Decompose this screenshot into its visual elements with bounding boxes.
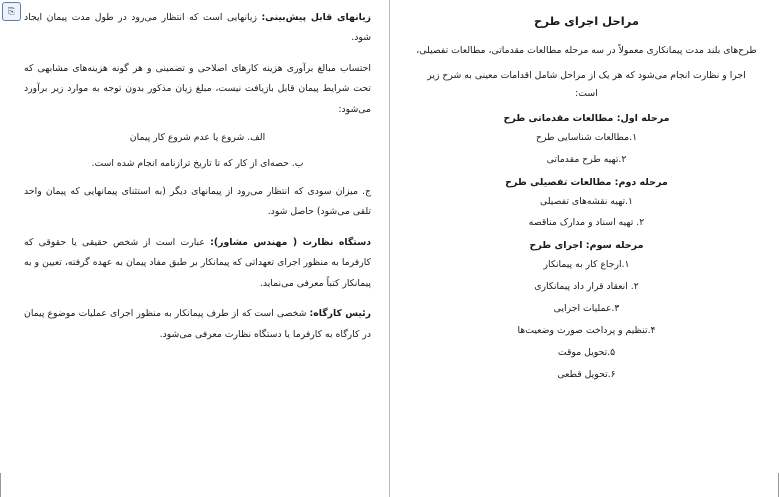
paragraph-cost-estimate: احتساب مبالغ برآوری هزینه کارهای اصلاحی و تضمینی و هر گونه هزینه‌های مشابهی که تحت شرایط پیمان قابل بازیافت نیست، مبلغ زیان مذکور بدون توجه به موارد زیر برآورد می‌شود: bbox=[24, 62, 371, 115]
section-phase-two bbox=[416, 177, 757, 232]
list-item: ۵.تحویل موقت bbox=[557, 346, 616, 358]
clause-item-be: ب. حصه‌ای از کار که تا تاریخ ترازنامه انجام شده است. bbox=[91, 158, 304, 170]
list-item: ۱.ارجاع کار به پیمانکار bbox=[543, 259, 630, 271]
term-text: عبارت است از شخص حقیقی یا حقوقی که کارفرما به منظور اجرای تعهداتی که پیمانکار بر طبق مفاد پیمان به عهده گرفته، تعیین و به پیمانکار کتباً معرفی می‌نماید. bbox=[24, 236, 371, 289]
list-item: ۶.تحویل قطعی bbox=[557, 368, 616, 380]
term-text: شخصی است که از طرف پیمانکار به منظور اجرای عملیات موضوع پیمان در کارگاه به کارفرما یا دستگاه نظارت معرفی می‌شود. bbox=[24, 308, 371, 340]
list-item: ۴.تنظیم و پرداخت صورت وضعیت‌ها bbox=[517, 324, 656, 336]
section-heading: مرحله دوم: مطالعات تفصیلی طرح bbox=[505, 176, 668, 188]
list-item: ۱.مطالعات شناسایی طرح bbox=[535, 131, 638, 143]
section-heading: مرحله سوم: اجرای طرح bbox=[529, 240, 644, 252]
term-text: زیانهایی است که انتظار می‌رود در طول مدت پیمان ایجاد شود. bbox=[24, 12, 371, 44]
clipboard-icon[interactable]: ⎘ bbox=[2, 2, 21, 21]
term-label: رئیس کارگاه: bbox=[309, 308, 371, 320]
page-right bbox=[390, 0, 779, 497]
section-heading: مرحله اول: مطالعات مقدماتی طرح bbox=[503, 112, 670, 124]
list-item: ۲. انعقاد قرار داد پیمانکاری bbox=[534, 281, 639, 293]
term-label: زیانهای قابل پیش‌بینی: bbox=[261, 12, 371, 23]
page-title: مراحل اجرای طرح bbox=[534, 14, 639, 28]
intro-line-1: طرح‌های بلند مدت پیمانکاری معمولاً در سه مرحله مطالعات مقدماتی، مطالعات تفصیلی، bbox=[416, 45, 757, 56]
list-item: ۳.عملیات اجرایی bbox=[553, 303, 620, 315]
section-phase-one bbox=[416, 113, 757, 168]
list-item: ۱.تهیه نقشه‌های تفصیلی bbox=[539, 195, 634, 207]
section-phase-three bbox=[416, 240, 757, 382]
paragraph-predictable-losses bbox=[24, 8, 371, 49]
list-item: ۲. تهیه اسناد و مدارک مناقصه bbox=[528, 217, 645, 229]
clause-item-alef: الف. شروع یا عدم شروع کار پیمان bbox=[129, 132, 266, 144]
intro-line-2: اجرا و نظارت انجام می‌شود که هر یک از مراحل شامل اقدامات معینی به شرح زیر است: bbox=[427, 69, 746, 100]
definition-supervisor bbox=[24, 233, 371, 294]
clause-item-jim: ج. میزان سودی که انتظار می‌رود از پیمانهای دیگر (به استثنای پیمانهایی که پیمان واحد تلقی می‌شود) حاصل شود. bbox=[24, 185, 371, 218]
definition-site-manager bbox=[24, 304, 371, 345]
term-label: دستگاه نظارت ( مهندس مشاور): bbox=[210, 236, 371, 248]
list-item: ۲.تهیه طرح مقدماتی bbox=[546, 153, 627, 165]
page-edge-rule bbox=[0, 473, 1, 497]
